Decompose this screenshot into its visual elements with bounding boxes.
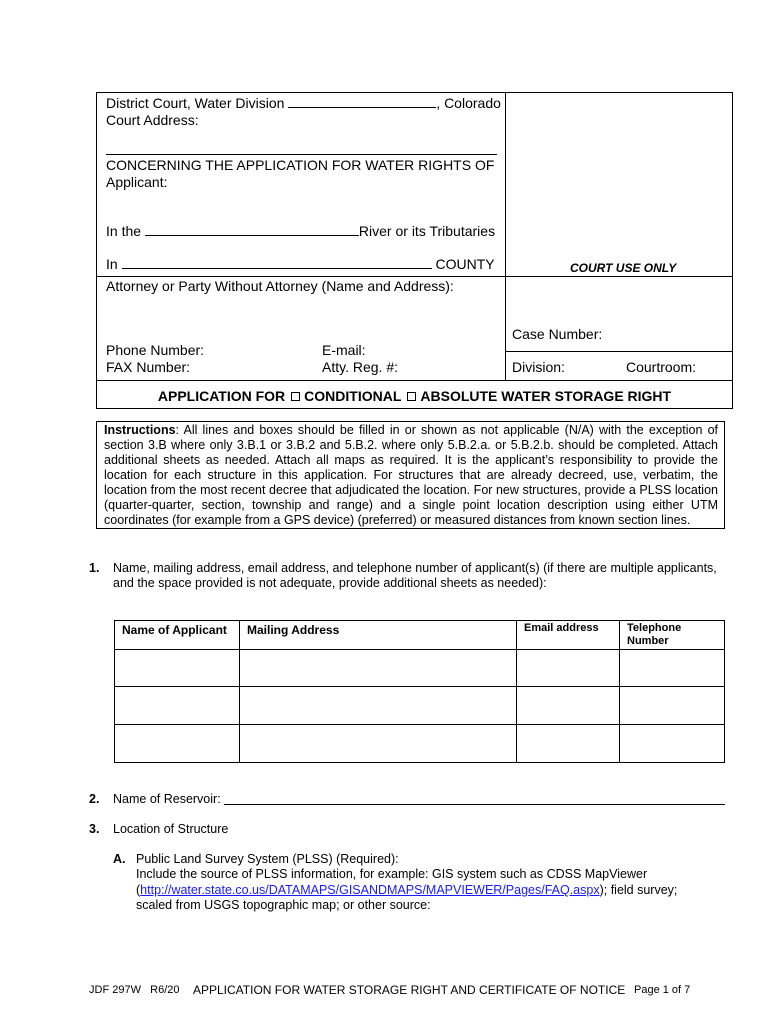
- case-divider: [505, 351, 733, 352]
- instructions-text: Instructions: All lines and boxes should be filled in or shown as not applicable (N/A) with the exception of section 3.B where only 3.B.1 or 3.B.2 and 5.B.2. where only 5.B.2.a. or 5.B.2.b. should be completed. Attach additional sheets as needed. Attach all maps as required. It is the applicant’s responsibility to provide the location for each structure in this application. For structures that are already decreed, use, verbatim, the location from the most recent decree that adjudicated the location. For new structures, provide a PLSS location (quarter-quarter, section, township and range) and a single point location description using either UTM coordinates (for example from a GPS device) (preferred) or measured distances from known section lines.: [104, 423, 718, 527]
- col-mailing-address: Mailing Address: [240, 621, 517, 650]
- col-name-of-applicant: Name of Applicant: [115, 621, 240, 650]
- court-use-only-label: COURT USE ONLY: [570, 261, 677, 275]
- applicant-email-cell[interactable]: [517, 687, 620, 725]
- applicant-phone-cell[interactable]: [620, 687, 725, 725]
- court-address-line[interactable]: [106, 154, 497, 155]
- section3a-label: A.: [113, 852, 126, 866]
- section3-number: 3.: [89, 822, 100, 836]
- river-blank[interactable]: [145, 223, 359, 236]
- form-title: APPLICATION FOR CONDITIONAL ABSOLUTE WATER STORAGE RIGHT: [157, 388, 672, 404]
- footer-form-id: JDF 297W R6/20: [89, 984, 180, 996]
- fax-label: FAX Number:: [106, 359, 191, 375]
- section3a-line1: Public Land Survey System (PLSS) (Required):: [136, 852, 399, 866]
- caption-divider-vertical: [505, 92, 506, 381]
- footer-page-number: Page 1 of 7: [634, 984, 691, 996]
- river-line: In the River or its Tributaries: [106, 223, 496, 239]
- caption-divider-attorney: [96, 276, 506, 277]
- phone-label: Phone Number:: [106, 342, 205, 358]
- applicant-email-cell[interactable]: [517, 650, 620, 687]
- section3a-line4: scaled from USGS topographic map; or other source:: [136, 898, 431, 912]
- reservoir-name-line[interactable]: [224, 804, 725, 805]
- footer-title: APPLICATION FOR WATER STORAGE RIGHT AND CERTIFICATE OF NOTICE: [193, 983, 626, 997]
- division-blank[interactable]: [288, 95, 436, 108]
- col-telephone: Telephone Number: [620, 621, 725, 650]
- applicant-table-header: [115, 621, 725, 650]
- caption-divider-court-use: [505, 276, 733, 277]
- county-line: In COUNTY: [106, 256, 495, 272]
- section3-label: Location of Structure: [113, 822, 229, 836]
- applicant-address-cell[interactable]: [240, 725, 517, 763]
- cdss-mapviewer-link[interactable]: http://water.state.co.us/DATAMAPS/GISANDMAPS/MAPVIEWER/Pages/FAQ.aspx: [140, 883, 600, 897]
- court-address-label: Court Address:: [106, 112, 199, 128]
- applicant-phone-cell[interactable]: [620, 650, 725, 687]
- applicant-phone-cell[interactable]: [620, 725, 725, 763]
- applicant-name-cell[interactable]: [115, 650, 240, 687]
- attorney-label: Attorney or Party Without Attorney (Name and Address):: [106, 278, 454, 294]
- col-email-address: Email address: [517, 621, 620, 650]
- atty-reg-label: Atty. Reg. #:: [322, 359, 398, 375]
- email-label: E-mail:: [322, 342, 366, 358]
- division-label: Division:: [512, 359, 565, 375]
- conditional-checkbox[interactable]: [291, 392, 300, 401]
- applicant-table: [114, 620, 725, 763]
- case-number-label: Case Number:: [512, 326, 603, 342]
- applicant-name-cell[interactable]: [115, 725, 240, 763]
- court-division-line: District Court, Water Division , Colorado: [106, 95, 501, 111]
- applicant-name-cell[interactable]: [115, 687, 240, 725]
- applicant-address-cell[interactable]: [240, 687, 517, 725]
- table-row: [115, 650, 725, 687]
- section1-text: Name, mailing address, email address, and telephone number of applicant(s) (if there are multiple applicants, and the space provided is not adequate, provide additional sheets as needed):: [113, 561, 717, 590]
- applicant-address-cell[interactable]: [240, 650, 517, 687]
- section1-number: 1.: [89, 561, 100, 575]
- applicant-label: Applicant:: [106, 174, 168, 190]
- table-row: [115, 725, 725, 763]
- absolute-checkbox[interactable]: [407, 392, 416, 401]
- section2-label: Name of Reservoir:: [113, 792, 221, 806]
- section3a-line2: Include the source of PLSS information, for example: GIS system such as CDSS MapViewer: [136, 867, 648, 881]
- concerning-label: CONCERNING THE APPLICATION FOR WATER RIGHTS OF: [106, 157, 495, 173]
- table-row: [115, 687, 725, 725]
- section2-number: 2.: [89, 792, 100, 806]
- courtroom-label: Courtroom:: [626, 359, 697, 375]
- county-blank[interactable]: [122, 256, 432, 269]
- applicant-email-cell[interactable]: [517, 725, 620, 763]
- section3a-line3: (http://water.state.co.us/DATAMAPS/GISANDMAPS/MAPVIEWER/Pages/FAQ.aspx); field survey;: [136, 883, 678, 897]
